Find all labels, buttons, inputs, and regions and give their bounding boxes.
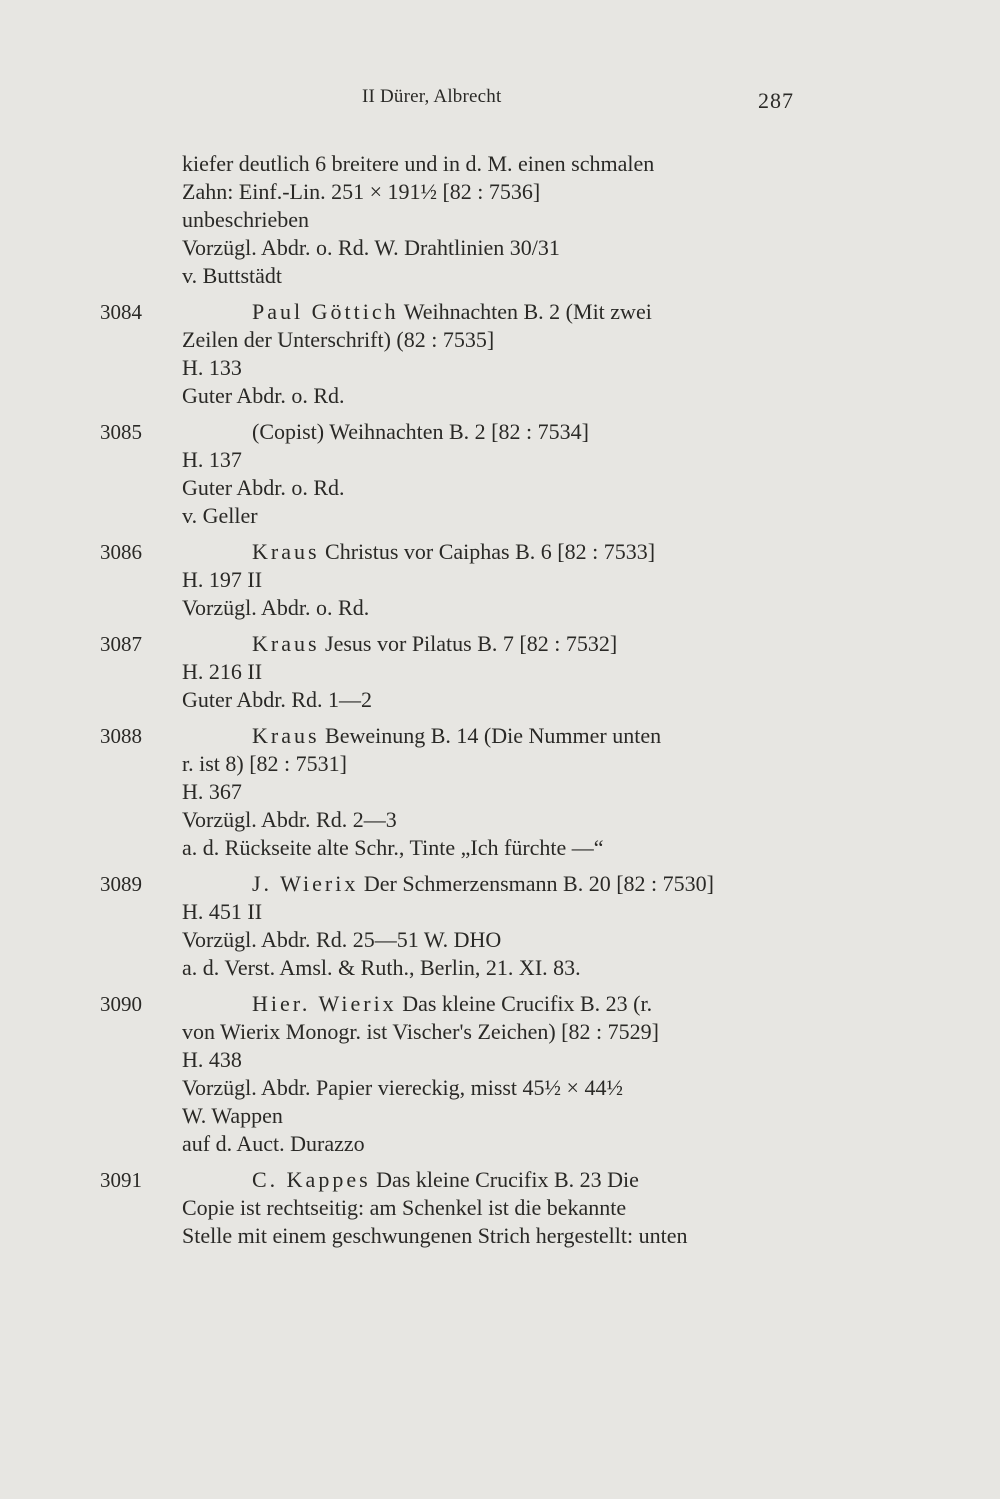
text-line: Guter Abdr. o. Rd. bbox=[182, 383, 345, 408]
catalogue-entry bbox=[100, 722, 800, 862]
text-line: H. 197 II bbox=[182, 567, 263, 592]
artist-name: Hier. Wierix bbox=[252, 991, 397, 1016]
text-line: Vorzügl. Abdr. Rd. 2—3 bbox=[182, 807, 397, 832]
running-head: II Dürer, Albrecht bbox=[362, 86, 502, 107]
text-line: Guter Abdr. o. Rd. bbox=[182, 475, 345, 500]
entry-first-line bbox=[182, 298, 800, 326]
entry-first-line bbox=[182, 630, 800, 658]
text-line: Vorzügl. Abdr. o. Rd. bbox=[182, 595, 370, 620]
text-line: H. 137 bbox=[182, 447, 242, 472]
text-line: auf d. Auct. Durazzo bbox=[182, 1131, 365, 1156]
entry-title: Jesus vor Pilatus B. 7 [82 : 7532] bbox=[325, 631, 618, 656]
artist-name: Kraus bbox=[252, 723, 320, 748]
text-line: Guter Abdr. Rd. 1—2 bbox=[182, 687, 373, 712]
entry-first-line bbox=[182, 1166, 800, 1194]
entry-number: 3091 bbox=[100, 1168, 142, 1192]
catalogue-entry bbox=[100, 990, 800, 1158]
catalogue-entry bbox=[100, 298, 800, 410]
entry-title: Der Schmerzensmann B. 20 [82 : 7530] bbox=[363, 871, 714, 896]
page-header bbox=[0, 86, 1000, 116]
entry-first-line bbox=[182, 990, 800, 1018]
text-line: Stelle mit einem geschwungenen Strich hergestellt: unten bbox=[182, 1223, 688, 1248]
text-line: H. 367 bbox=[182, 779, 242, 804]
artist-name: Paul Göttich bbox=[252, 299, 399, 324]
text-line: H. 133 bbox=[182, 355, 242, 380]
text-line: Vorzügl. Abdr. Papier viereckig, misst 45½ × 44½ bbox=[182, 1075, 623, 1100]
text-line: Zeilen der Unterschrift) (82 : 7535] bbox=[182, 327, 495, 352]
text-line: a. d. Verst. Amsl. & Ruth., Berlin, 21. XI. 83. bbox=[182, 955, 581, 980]
text-line: v. Buttstädt bbox=[182, 263, 283, 288]
entry-first-line bbox=[182, 722, 800, 750]
catalogue-entry bbox=[100, 418, 800, 530]
catalogue-text bbox=[100, 150, 800, 1258]
text-line: a. d. Rückseite alte Schr., Tinte „Ich fürchte —“ bbox=[182, 835, 604, 860]
catalogue-entry bbox=[100, 630, 800, 714]
text-line: H. 216 II bbox=[182, 659, 263, 684]
text-line: unbeschrieben bbox=[182, 207, 310, 232]
text-line: Copie ist rechtseitig: am Schenkel ist die bekannte bbox=[182, 1195, 627, 1220]
text-line: Zahn: Einf.-Lin. 251 × 191½ [82 : 7536] bbox=[182, 179, 541, 204]
entry-first-line bbox=[182, 418, 800, 446]
catalogue-entry bbox=[100, 870, 800, 982]
text-line: r. ist 8) [82 : 7531] bbox=[182, 751, 347, 776]
entry-title: (Copist) Weihnachten B. 2 [82 : 7534] bbox=[252, 419, 589, 444]
entry-number: 3084 bbox=[100, 300, 142, 324]
text-line: H. 438 bbox=[182, 1047, 242, 1072]
text-line: von Wierix Monogr. ist Vischer's Zeichen) [82 : 7529] bbox=[182, 1019, 659, 1044]
text-line: Vorzügl. Abdr. o. Rd. W. Drahtlinien 30/31 bbox=[182, 235, 560, 260]
artist-name: Kraus bbox=[252, 631, 320, 656]
entry-number: 3087 bbox=[100, 632, 142, 656]
artist-name: C. Kappes bbox=[252, 1167, 371, 1192]
entry-title: Christus vor Caiphas B. 6 [82 : 7533] bbox=[325, 539, 656, 564]
page-number: 287 bbox=[758, 88, 794, 113]
catalogue-entry bbox=[100, 538, 800, 622]
artist-name: J. Wierix bbox=[252, 871, 359, 896]
text-line: kiefer deutlich 6 breitere und in d. M. einen schmalen bbox=[182, 151, 655, 176]
entry-number: 3090 bbox=[100, 992, 142, 1016]
artist-name: Kraus bbox=[252, 539, 320, 564]
text-line: H. 451 II bbox=[182, 899, 263, 924]
entry-number: 3089 bbox=[100, 872, 142, 896]
entry-title: Beweinung B. 14 (Die Nummer unten bbox=[325, 723, 662, 748]
entry-first-line bbox=[182, 870, 800, 898]
entry-number: 3088 bbox=[100, 724, 142, 748]
entry-number: 3086 bbox=[100, 540, 142, 564]
entry-first-line bbox=[182, 538, 800, 566]
entry-title: Weihnachten B. 2 (Mit zwei bbox=[403, 299, 652, 324]
text-line: W. Wappen bbox=[182, 1103, 283, 1128]
continued-entry bbox=[100, 150, 800, 290]
text-line: Vorzügl. Abdr. Rd. 25—51 W. DHO bbox=[182, 927, 502, 952]
entry-title: Das kleine Crucifix B. 23 (r. bbox=[402, 991, 653, 1016]
catalogue-entry bbox=[100, 1166, 800, 1250]
entry-title: Das kleine Crucifix B. 23 Die bbox=[376, 1167, 639, 1192]
text-line: v. Geller bbox=[182, 503, 258, 528]
entry-number: 3085 bbox=[100, 420, 142, 444]
